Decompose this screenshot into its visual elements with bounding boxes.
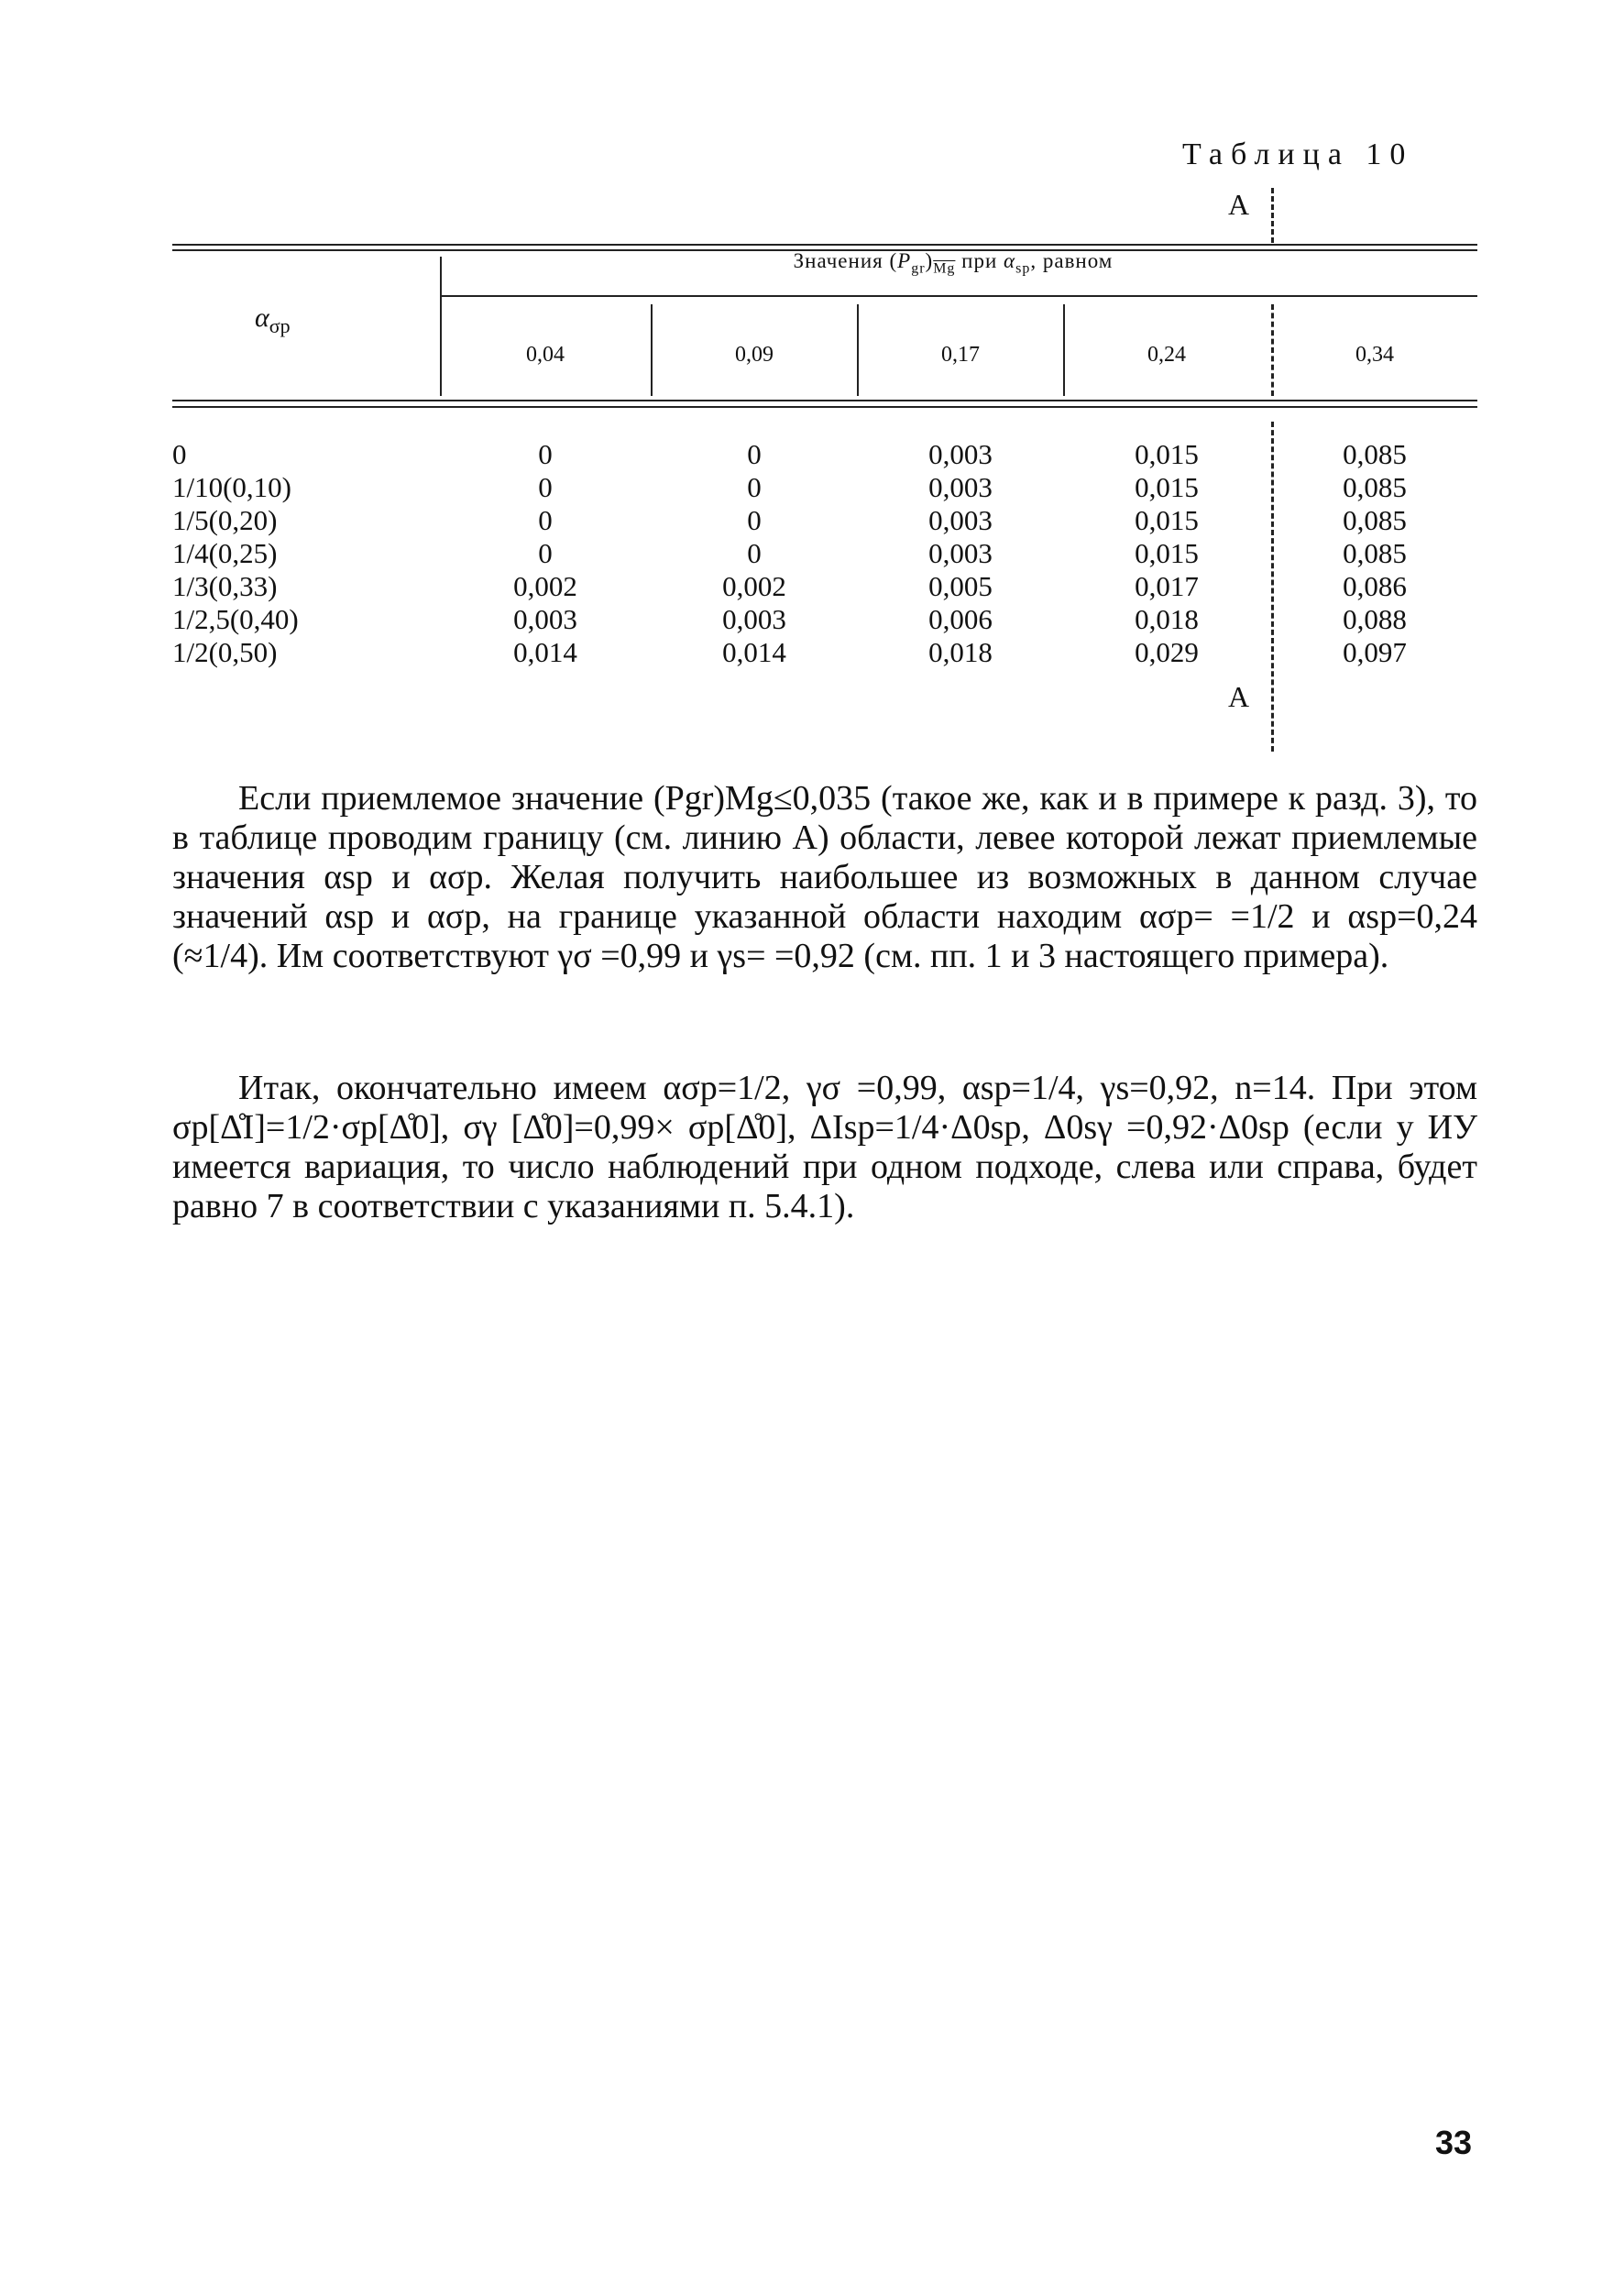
row-label: 0 — [172, 438, 187, 470]
col-divider-1 — [651, 304, 653, 396]
table-cell: 0,097 — [1343, 636, 1407, 668]
table-cell: 0,003 — [513, 603, 577, 635]
row-label: 1/2,5(0,40) — [172, 603, 299, 635]
table-top-rule — [172, 244, 1477, 246]
table-cell: 0,014 — [513, 636, 577, 668]
span-header-pri: при — [955, 249, 1004, 272]
span-header-end: , равном — [1030, 249, 1114, 272]
span-header-rule — [440, 295, 1477, 297]
table-cell: 0,003 — [928, 537, 993, 569]
table-cell: 0,085 — [1343, 504, 1407, 536]
table-cell: 0,003 — [928, 438, 993, 470]
paragraph-2 — [172, 1069, 1477, 1226]
row-label: 1/4(0,25) — [172, 537, 278, 569]
table-cell: 0,015 — [1135, 438, 1199, 470]
table-cell: 0,003 — [928, 471, 993, 503]
row-label: 1/5(0,20) — [172, 504, 278, 536]
table-title: Таблица 10 — [1182, 137, 1414, 171]
boundary-label-bottom: А — [1228, 680, 1250, 713]
table-cell: 0 — [538, 537, 553, 569]
boundary-line-header — [1271, 304, 1274, 396]
boundary-label-top: А — [1228, 188, 1250, 221]
table-cell: 0,018 — [928, 636, 993, 668]
span-header — [440, 249, 1466, 278]
table-cell: 0,086 — [1343, 570, 1407, 602]
table-cell: 0,088 — [1343, 603, 1407, 635]
table-cell: 0,029 — [1135, 636, 1199, 668]
table-cell: 0,014 — [722, 636, 786, 668]
table-cell: 0,003 — [722, 603, 786, 635]
table-cell: 0 — [747, 537, 762, 569]
table-cell: 0,085 — [1343, 438, 1407, 470]
col-divider-0 — [440, 257, 442, 396]
row-label: 1/3(0,33) — [172, 570, 278, 602]
table-cell: 0,015 — [1135, 504, 1199, 536]
header-bottom-rule — [172, 400, 1477, 401]
table-cell: 0,005 — [928, 570, 993, 602]
table-cell: 0 — [538, 471, 553, 503]
row-label: 1/10(0,10) — [172, 471, 292, 503]
row-header — [255, 302, 291, 338]
col-header-5: 0,34 — [1355, 343, 1394, 367]
paragraph-1 — [172, 779, 1477, 976]
p-subscript: gr — [911, 260, 926, 277]
col-header-4: 0,24 — [1147, 343, 1186, 367]
row-label: 1/2(0,50) — [172, 636, 278, 668]
table-cell: 0,018 — [1135, 603, 1199, 635]
col-header-1: 0,04 — [526, 343, 565, 367]
span-header-text: Значения ( — [793, 249, 898, 272]
page-number: 33 — [1435, 2124, 1473, 2161]
boundary-line-body — [1271, 422, 1274, 752]
table-cell: 0,017 — [1135, 570, 1199, 602]
table-cell: 0 — [747, 504, 762, 536]
table-cell: 0,015 — [1135, 471, 1199, 503]
alpha-subscript: sp — [1015, 260, 1031, 277]
paragraph-1-text: Если приемлемое значение (Pgr)Mg≤0,035 (такое же, как и в примере к разд. 3), то в таблице проводим границу (см. линию А) области, левее которой лежат приемлемые значения αsp и ασp. Желая получить наибольшее из возможных в данном случае значений αsp и ασp, на границе указанной области находим ασp= =1/2 и αsp=0,24 (≈1/4). Им соответствуют γσ =0,99 и γs= =0,92 (см. пп. 1 и 3 настоящего примера). — [172, 779, 1477, 975]
table-cell: 0,085 — [1343, 471, 1407, 503]
col-divider-3 — [1063, 304, 1065, 396]
row-header-subscript: σp — [269, 314, 291, 337]
table-cell: 0,085 — [1343, 537, 1407, 569]
paragraph-2-text: Итак, окончательно имеем ασp=1/2, γσ =0,99, αsp=1/4, γs=0,92, n=14. При этом σp[Δ̊I]=1/2·σp[Δ̊0], σγ [Δ̊0]=0,99× σp[Δ̊0], ΔIsp=1/4·Δ0sp, Δ0sγ =0,92·Δ0sp (если у ИУ имеется вариация, то число наблюдений при одном подходе, слева или справа, будет равно 7 в соответствии с указаниями п. 5.4.1). — [172, 1069, 1477, 1225]
alpha-symbol: α — [1004, 249, 1016, 272]
table-cell: 0,003 — [928, 504, 993, 536]
table-cell: 0,002 — [513, 570, 577, 602]
table-cell: 0 — [747, 438, 762, 470]
table-cell: 0 — [538, 504, 553, 536]
col-divider-2 — [857, 304, 859, 396]
table-cell: 0,015 — [1135, 537, 1199, 569]
p-symbol: P — [897, 249, 912, 272]
span-header-paren: ) — [925, 249, 934, 272]
header-bottom-rule-2 — [172, 406, 1477, 408]
mg-subscript: Mg — [933, 260, 956, 277]
table-cell: 0 — [538, 438, 553, 470]
col-header-2: 0,09 — [735, 343, 774, 367]
row-header-alpha: α — [255, 302, 269, 333]
table-cell: 0 — [747, 471, 762, 503]
col-header-3: 0,17 — [941, 343, 980, 367]
table-cell: 0,006 — [928, 603, 993, 635]
boundary-line-top — [1271, 188, 1274, 243]
table-cell: 0,002 — [722, 570, 786, 602]
